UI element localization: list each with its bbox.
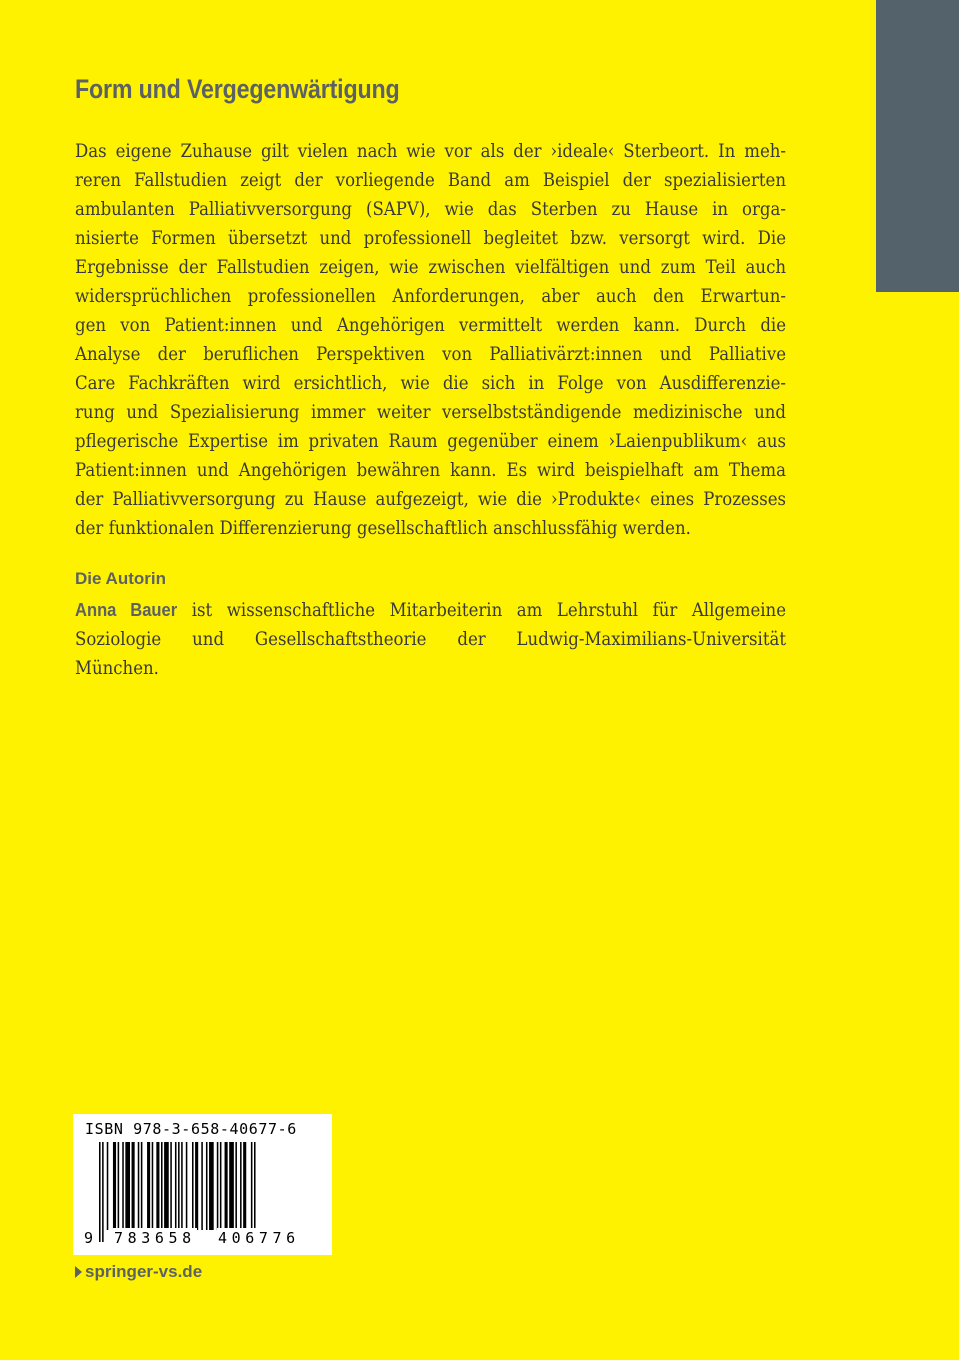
isbn-number: ISBN 978-3-658-40677-6 bbox=[85, 1120, 297, 1138]
blurb-line: Care Fachkräften wird ersichtlich, wie die sich in Folge von Ausdifferenzie- bbox=[75, 373, 786, 394]
barcode-bar bbox=[102, 1142, 104, 1242]
arrow-right-icon bbox=[75, 1266, 82, 1278]
barcode-bar bbox=[251, 1142, 253, 1230]
barcode-bar bbox=[235, 1142, 237, 1230]
blurb-line: nisierte Formen übersetzt und professionell begleitet bzw. versorgt wird. Die bbox=[75, 228, 786, 249]
barcode-bar bbox=[138, 1142, 140, 1230]
author-bio-line bbox=[75, 595, 786, 625]
blurb-line: Analyse der beruflichen Perspektiven von Palliativärzt:innen und Palliative bbox=[75, 344, 786, 365]
barcode-bar bbox=[118, 1142, 120, 1230]
barcode-bar bbox=[192, 1142, 194, 1230]
author-name: Anna Bauer bbox=[75, 599, 178, 620]
author-bio-line: Soziologie und Gesellschaftstheorie der Ludwig-Maximilians-Universität bbox=[75, 629, 786, 650]
barcode-bar bbox=[201, 1142, 203, 1230]
barcode-bars bbox=[99, 1142, 321, 1242]
barcode-bar bbox=[147, 1142, 150, 1230]
blurb-line: pflegerische Expertise im privaten Raum gegenüber einem ›Laienpublikum‹ aus bbox=[75, 431, 786, 452]
barcode-bar bbox=[107, 1142, 109, 1230]
blurb-line: gen von Patient:innen und Angehörigen vermittelt werden kann. Durch die bbox=[75, 315, 786, 336]
barcode-bar bbox=[178, 1142, 180, 1242]
barcode-digits-left: 783658 bbox=[114, 1229, 196, 1247]
barcode-bar bbox=[209, 1142, 214, 1230]
barcode-bar bbox=[225, 1142, 228, 1230]
author-bio-line: München. bbox=[75, 658, 159, 679]
barcode-digit-first: 9 bbox=[84, 1229, 94, 1247]
blurb-line: ambulanten Palliativversorgung (SAPV), wie das Sterben zu Hause in orga- bbox=[75, 199, 786, 220]
barcode-bar bbox=[156, 1142, 159, 1230]
blurb-line: widersprüchlichen professionellen Anforderungen, aber auch den Erwartun- bbox=[75, 286, 786, 307]
barcode-bar bbox=[195, 1142, 198, 1230]
barcode-bar bbox=[243, 1142, 246, 1230]
barcode-bar bbox=[99, 1142, 101, 1242]
barcode-bar bbox=[141, 1142, 143, 1230]
blurb-line: Patient:innen und Angehörigen bewähren kann. Es wird beispielhaft am Thema bbox=[75, 460, 786, 481]
blurb-line: der Palliativversorgung zu Hause aufgezeigt, wie die ›Produkte‹ eines Prozesses bbox=[75, 489, 786, 510]
barcode-bar bbox=[113, 1142, 116, 1230]
author-heading: Die Autorin bbox=[75, 569, 166, 588]
blurb-line: der funktionalen Differenzierung gesellschaftlich anschlussfähig werden. bbox=[75, 518, 691, 539]
barcode-bar bbox=[206, 1142, 208, 1230]
author-bio-text: ist wissenschaftliche Mitarbeiterin am Lehrstuhl für Allgemeine bbox=[177, 600, 786, 621]
barcode-bar bbox=[229, 1142, 234, 1230]
barcode-bar bbox=[175, 1142, 177, 1242]
barcode-digits-right: 406776 bbox=[218, 1229, 300, 1247]
blurb-line: rung und Spezialisierung immer weiter verselbstständigende medizinische und bbox=[75, 402, 786, 423]
author-bio bbox=[75, 595, 786, 683]
barcode-bar bbox=[132, 1142, 135, 1230]
barcode-bar bbox=[217, 1142, 219, 1230]
publisher-link bbox=[75, 1262, 202, 1282]
barcode-bar bbox=[186, 1142, 188, 1230]
blurb-line: Ergebnisse der Fallstudien zeigen, wie zwischen vielfältigen und zum Teil auch bbox=[75, 257, 786, 278]
blurb-text bbox=[75, 137, 786, 543]
blurb-line: reren Fallstudien zeigt der vorliegende Band am Beispiel der spezialisierten bbox=[75, 170, 786, 191]
barcode-bar bbox=[220, 1142, 222, 1230]
barcode-bar bbox=[152, 1142, 154, 1230]
barcode-bar bbox=[254, 1142, 256, 1242]
barcode-bar bbox=[181, 1142, 183, 1230]
barcode-bar bbox=[240, 1142, 242, 1230]
blurb-line: Das eigene Zuhause gilt vielen nach wie vor als der ›ideale‹ Sterbeort. In meh- bbox=[75, 141, 786, 162]
isbn-barcode bbox=[73, 1114, 332, 1255]
barcode-bar bbox=[122, 1142, 124, 1230]
publisher-url: springer-vs.de bbox=[85, 1262, 203, 1281]
barcode-bar bbox=[164, 1142, 169, 1230]
gray-side-tab bbox=[876, 0, 959, 292]
barcode-bar bbox=[161, 1142, 163, 1230]
barcode-bar bbox=[125, 1142, 130, 1230]
barcode-bar bbox=[170, 1142, 172, 1230]
book-title: Form und Vergegenwärtigung bbox=[75, 74, 400, 104]
